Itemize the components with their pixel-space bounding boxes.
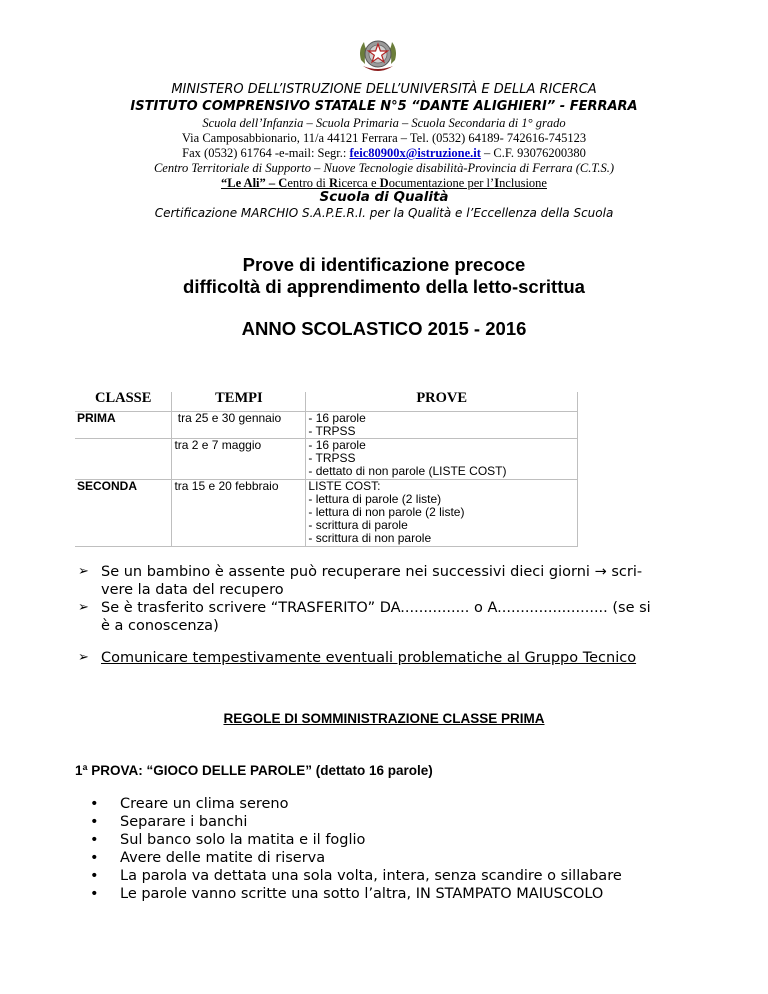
note-transfer-line2: è a conoscenza): [101, 618, 219, 634]
table-header-row: [75, 392, 578, 412]
right-arrow-icon: →: [594, 564, 607, 580]
schools-line: Scuola dell’Infanzia – Scuola Primaria – Scuola Secondaria di 1° grado: [202, 116, 566, 130]
note-transfer: [101, 599, 721, 635]
arrow-bullet-icon: ➢: [78, 600, 89, 615]
note-absence-text-end: scri-: [606, 564, 643, 580]
prove-item: - dettato di non parole (LISTE COST): [308, 464, 507, 478]
cell-tempi: tra 25 e 30 gennaio: [172, 412, 306, 439]
prove-item: - TRPSS: [308, 451, 356, 465]
email-link[interactable]: feic80900x@istruzione.it: [349, 146, 481, 160]
quality-line: Scuola di Qualità: [319, 189, 449, 205]
list-item: • Creare un clima sereno: [90, 795, 622, 813]
cell-classe: SECONDA: [75, 480, 172, 547]
table-row: [75, 439, 578, 480]
le-ali-i: I: [494, 176, 500, 190]
rules-heading: REGOLE DI SOMMINISTRAZIONE CLASSE PRIMA: [223, 711, 545, 726]
le-ali-icerca: icerca e: [338, 176, 380, 190]
header-prove: PROVE: [306, 392, 578, 412]
title-line-2: difficoltà di apprendimento della letto-scrittua: [183, 276, 585, 297]
address-line: Via Camposabbionario, 11/a 44121 Ferrara – Tel. (0532) 64189- 742616-745123: [181, 131, 587, 145]
cell-tempi: tra 15 e 20 febbraio: [172, 480, 306, 547]
prove-item: - TRPSS: [308, 424, 356, 438]
le-ali-d: D: [379, 176, 389, 190]
cell-prove: [306, 439, 578, 480]
le-ali-r: R: [328, 176, 339, 190]
institute-line: ISTITUTO COMPRENSIVO STATALE N°5 “DANTE ALIGHIERI” - FERRARA: [130, 99, 638, 114]
prove-item: - 16 parole: [308, 411, 366, 425]
le-ali-nclusione: nclusione: [499, 176, 547, 190]
prove-item: - scrittura di non parole: [308, 531, 432, 545]
fax-email-line: [0, 146, 768, 161]
cell-prove: [306, 412, 578, 439]
rules-list: [90, 795, 622, 903]
test-heading: 1ª PROVA: “GIOCO DELLE PAROLE” (dettato 16 parole): [75, 763, 433, 778]
note-communicate: Comunicare tempestivamente eventuali problematiche al Gruppo Tecnico: [101, 650, 637, 666]
prove-item: - lettura di non parole (2 liste): [308, 505, 465, 519]
header-tempi: TEMPI: [172, 392, 306, 412]
certification-line: Certificazione MARCHIO S.A.P.E.R.I. per la Qualità e l’Eccellenza della Scuola: [154, 206, 614, 220]
header-classe: CLASSE: [75, 392, 172, 412]
cell-classe: [75, 439, 172, 480]
le-ali-ocumentazione: ocumentazione per l’: [388, 176, 495, 190]
prove-item: - scrittura di parole: [308, 518, 408, 532]
arrow-bullet-icon: ➢: [78, 564, 89, 579]
ministry-line: MINISTERO DELL’ISTRUZIONE DELL’UNIVERSITÀ E DELLA RICERCA: [171, 82, 597, 97]
table-row: [75, 412, 578, 439]
note-transfer-line1: Se è trasferito scrivere “TRASFERITO” DA............... o A........................ (se si: [101, 600, 651, 616]
note-absence-line2: vere la data del recupero: [101, 582, 284, 598]
fax-suffix: – C.F. 93076200380: [480, 146, 586, 160]
le-ali-c: C: [278, 176, 288, 190]
schedule-table: [75, 392, 578, 547]
le-ali-quote: “Le Ali” –: [220, 176, 279, 190]
cell-prove: [306, 480, 578, 547]
list-item: • La parola va dettata una sola volta, intera, senza scandire o sillabare: [90, 867, 622, 885]
italian-republic-emblem: [355, 32, 401, 78]
table-row: [75, 480, 578, 547]
list-item: • Separare i banchi: [90, 813, 622, 831]
title-line-1: Prove di identificazione precoce: [242, 254, 526, 275]
prove-item: - 16 parole: [308, 438, 366, 452]
note-absence: [101, 563, 701, 599]
le-ali-entro: entro di: [287, 176, 329, 190]
cell-tempi: tra 2 e 7 maggio: [172, 439, 306, 480]
cts-line: Centro Territoriale di Supporto – Nuove Tecnologie disabilità-Provincia di Ferrara (C.T.S.): [153, 161, 615, 175]
prove-item: - lettura di parole (2 liste): [308, 492, 442, 506]
cell-classe: PRIMA: [75, 412, 172, 439]
note-absence-text: Se un bambino è assente può recuperare nei successivi dieci giorni: [101, 564, 595, 580]
school-year: ANNO SCOLASTICO 2015 - 2016: [241, 318, 527, 339]
arrow-bullet-icon: ➢: [78, 650, 89, 665]
list-item: • Avere delle matite di riserva: [90, 849, 622, 867]
prove-item: LISTE COST:: [308, 479, 381, 493]
list-item: • Le parole vanno scritte una sotto l’altra, IN STAMPATO MAIUSCOLO: [90, 885, 622, 903]
fax-prefix: Fax (0532) 61764 -e-mail: Segr.:: [182, 146, 350, 160]
list-item: • Sul banco solo la matita e il foglio: [90, 831, 622, 849]
